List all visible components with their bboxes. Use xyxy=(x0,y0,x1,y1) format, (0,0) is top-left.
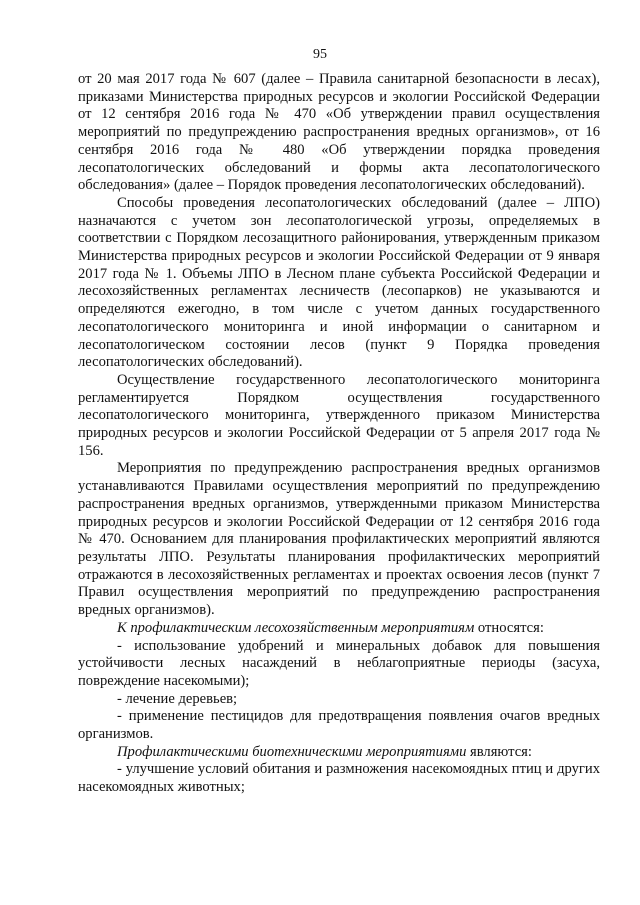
section-heading-biotech-rest: являются: xyxy=(466,743,532,760)
list-item: - использование удобрений и минеральных добавок для повышения устойчивости лесных насаждений в неблагоприятные периоды (засуха, повреждение насекомыми); xyxy=(78,637,600,689)
section-heading-biotech-italic: Профилактическими биотехническими мероприятиями xyxy=(117,743,467,760)
paragraph-monitoring: Осуществление государственного лесопатологического мониторинга регламентируется Порядком осуществления государственного лесопатологического мониторинга, утвержденного приказом Министерства природных ресурсов и экологии Российской Федерации от 5 апреля 2017 года № 156. xyxy=(78,371,600,459)
section-heading-forestry xyxy=(78,620,600,638)
list-item: - лечение деревьев; xyxy=(117,690,238,707)
section-heading-forestry-italic: К профилактическим лесохозяйственным мероприятиям xyxy=(117,619,475,636)
paragraph-lpo-methods: Способы проведения лесопатологических обследований (далее – ЛПО) назначаются с учетом зон лесопатологической угрозы, определяемых в соответствии с Порядком лесозащитного районирования, утвержденным приказом Министерства природных ресурсов и экологии Российской Федерации от 9 января 2017 года № 1. Объемы ЛПО в Лесном плане субъекта Российской Федерации и лесохозяйственных регламентах лесничеств (лесопарков) не указываются и определяются ежегодно, в том числе с учетом данных государственного лесопатологического мониторинга и иной информации о санитарном и лесопатологическом состоянии лесов (пункт 9 Порядка проведения лесопатологических обследований). xyxy=(78,194,600,371)
list-item: - применение пестицидов для предотвращения появления очагов вредных организмов. xyxy=(78,708,600,743)
paragraph-prevention-measures: Мероприятия по предупреждению распространения вредных организмов устанавливаются Правилами осуществления мероприятий по предупреждению распространения вредных организмов, утвержденными приказом Министерства природных ресурсов и экологии Российской Федерации от 12 сентября 2016 года № 470. Основанием для планирования профилактических мероприятий являются результаты ЛПО. Результаты планирования профилактических мероприятий отражаются в лесохозяйственных регламентах и проектах освоения лесов (пункт 7 Правил осуществления мероприятий по предупреждению распространения вредных организмов). xyxy=(78,460,600,619)
paragraph-continuation: от 20 мая 2017 года № 607 (далее – Правила санитарной безопасности в лесах), приказами Министерства природных ресурсов и экологии Российской Федерации от 12 сентября 2016 года № 470 «Об утверждении правил осуществления мероприятий по предупреждению распространения вредных организмов», от 16 сентября 2016 года № 480 «Об утверждении порядка проведения лесопатологических обследований и формы акта лесопатологического обследования» (далее – Порядок проведения лесопатологических обследований). xyxy=(78,71,600,194)
list-item: - улучшение условий обитания и размножения насекомоядных птиц и других насекомоядных животных; xyxy=(78,761,600,796)
page-number: 95 xyxy=(313,47,327,62)
section-heading-biotech xyxy=(78,744,600,762)
document-body xyxy=(78,71,600,797)
section-heading-forestry-rest: относятся: xyxy=(474,619,544,636)
